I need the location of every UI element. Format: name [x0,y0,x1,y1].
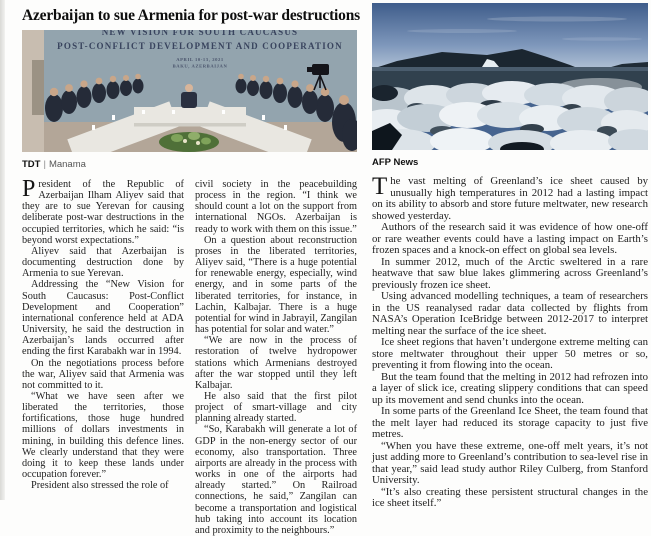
column-2 [195,179,357,536]
article-body-left [22,176,357,536]
paragraph: But the team found that the melting in 2012 had refrozen into a layer of slick ice, creating slippery conditions that can speed up its movement and send chunks into the ocean. [372,370,648,406]
byline-left [22,159,357,170]
flower-arrangement [159,132,219,152]
paragraph: Ice sheet regions that haven’t undergone extreme melting can store meltwater throughout their upper 50 metres or so, preventing it from flowing into the ocean. [372,336,648,371]
page-edge [0,0,5,500]
paragraph: President of the Republic of Azerbaijan Ilham Aliyev said that they are to sue Yerevan for causing deliberate post-war destructions in the occupied territories, which he said: “is beyond worst expectations.” [22,176,184,246]
paragraph: President also stressed the role of [31,480,169,492]
paragraph: “When you have these extreme, one-off melt years, it’s not just adding more to Greenland’s contribution to sea-level rise in that year,” said lead study author Riley Culberg, from Stanford University. [372,439,648,486]
article-body-right [372,173,648,510]
paragraph: civil society in the peacebuilding process in the region. “I think we should count a lot on the support from international NGOs. Azerbaijan is ready to work with them on this issue.” [195,179,357,235]
drop-cap: P [22,176,36,202]
ice-floes [372,81,648,150]
article-greenland [372,0,648,509]
ice-photo-graphic [372,3,648,150]
article-headline: Azerbaijan to sue Armenia for post-war destructions [22,7,360,24]
paragraph: He also said that the first pilot project of smart-village and city planning already started. [195,390,357,425]
ice-photo [372,3,648,150]
paragraph: “So, Karabakh will generate a lot of GDP in the non-energy sector of our economy, also transportation. Three airports are already in the process with works in one of the airports had already started.” On Railroad connections, he said,” Zangilan can become a transportation and logistical hub taking into account its location and proximity to the neighbours.” [195,424,357,536]
byline-source: TDT [22,159,41,170]
banner-line4: BAKU, AZERBAIJAN [172,63,228,69]
article-azerbaijan [22,0,360,536]
banner-line2: POST-CONFLICT DEVELOPMENT AND COOPERATION [57,41,343,51]
banner-line1: NEW VISION FOR SOUTH CAUCASUS [101,30,299,37]
column-1 [22,176,184,536]
paragraph: Aliyev said that Azerbaijan is documenting destruction done by Armenia to sue Yerevan. [22,245,184,280]
paragraph: On a question about reconstruction proses in the liberated territories, Aliyev said, “There is a huge potential for renewable energy, especially, wind energy, and in some parts of the liberated territories, for instance, in Lachin, Kalbajar. There is a huge potential for wind in Jabrayil, Zangilan has potential for solar and water.” [195,234,357,336]
byline-source: AFP News [372,157,419,168]
paragraph: “It’s also creating these persistent structural changes in the ice sheet itself.” [372,485,648,509]
paragraph: In some parts of the Greenland Ice Sheet, the team found that the melt layer had reduced its storage capacity to just five metres. [372,405,648,440]
paragraph: Using advanced modelling techniques, a team of researchers in the US reanalysed radar data collected by flights from NASA’s Operation IceBridge between 2012-2017 to interpret melting near the surface of the ice sheet. [372,290,648,337]
newspaper-page [22,0,648,536]
byline-location: Manama [48,159,86,170]
conference-photo-graphic [22,30,357,152]
paragraph: Addressing the “New Vision for South Caucasus: Post-Conflict Development and Cooperation” international conference held at ADA University, he said the destruction in Azerbaijan’s lands occurred after ending the first Karabakh war in 1994. [22,279,184,358]
banner-line3: APRIL 10-13, 2021 [176,57,224,62]
byline-separator: | [43,159,46,170]
drop-cap: T [372,173,388,200]
conference-photo [22,30,357,152]
paragraph: Authors of the research said it was evidence of how one-off or rare weather events could have a lasting impact on Earth’s frozen spaces and a knock-on effect on global sea levels. [372,221,648,256]
paragraph: In summer 2012, much of the Arctic sweltered in a rare heatwave that saw blue lakes glimmering across Greenland’s previously frozen ice sheet. [372,255,648,291]
byline-right [372,157,648,168]
paragraph: On the negotiations process before the war, Aliyev said that Armenia was not committed to it. [22,357,184,391]
paragraph: “We are now in the process of restoration of twelve hydropower stations which Armenians destroyed after the war stopped until they left Kalbajar. [195,335,357,391]
paragraph: “What we have seen after we liberated the territories, those fortifications, those huge hundred millions of dollars investments in mining, in building this defence lines. We clearly understand that they were doing it to keep these lands under occupation forever.” [22,390,184,481]
paragraph: The vast melting of Greenland’s ice sheet caused by unusually high temperatures in 2012 had a lasting impact on its ability to absorb and store future meltwater, new research showed yesterday. [372,173,648,222]
